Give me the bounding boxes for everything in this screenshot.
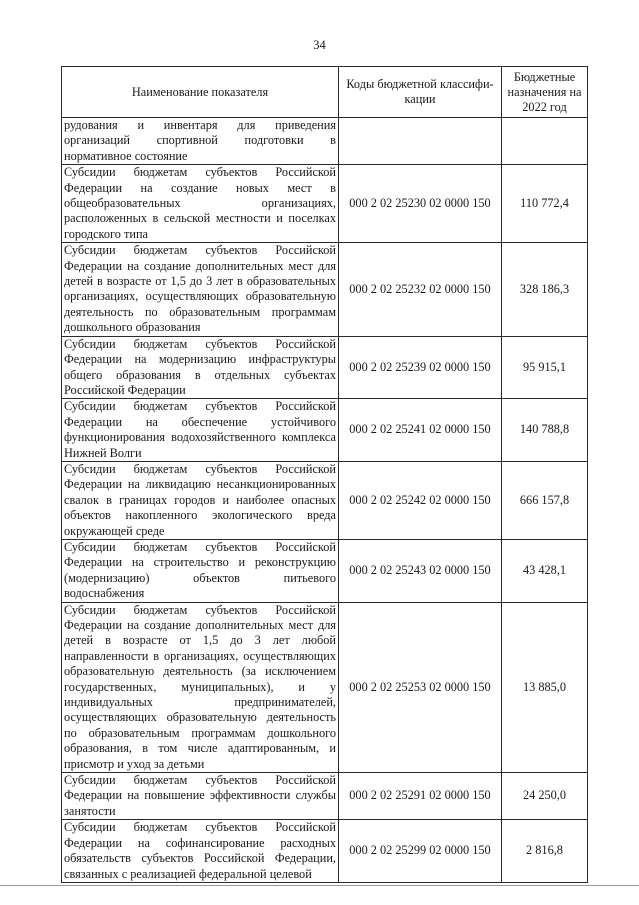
table-row: [62, 399, 588, 462]
table-header-row: [62, 67, 588, 118]
row-code: 000 2 02 25299 02 0000 150: [339, 820, 502, 883]
table-row: [62, 118, 588, 165]
row-code: 000 2 02 25241 02 0000 150: [339, 399, 502, 462]
row-code: 000 2 02 25239 02 0000 150: [339, 336, 502, 399]
row-name: Субсидии бюджетам субъектов Российской Федерации на ликвидацию несанкционированных свалок в границах городов и наиболее опасных объектов накопленного экологического вреда окружающей среде: [62, 461, 339, 539]
table-row: [62, 773, 588, 820]
row-amount: 110 772,4: [502, 165, 588, 243]
row-name: Субсидии бюджетам субъектов Российской Федерации на создание новых мест в общеобразовательных организациях, расположенных в сельской местности и поселках городского типа: [62, 165, 339, 243]
row-amount: 13 885,0: [502, 602, 588, 772]
row-name: Субсидии бюджетам субъектов Российской Федерации на софинансирование расходных обязательств субъектов Российской Федерации, связанных с реализацией федеральной целевой: [62, 820, 339, 883]
table-row: [62, 461, 588, 539]
table-row: [62, 336, 588, 399]
header-budget-amount: Бюджетные назначения на 2022 год: [502, 67, 588, 118]
row-amount: 666 157,8: [502, 461, 588, 539]
table-row: [62, 165, 588, 243]
row-code: 000 2 02 25232 02 0000 150: [339, 243, 502, 336]
table-row: [62, 539, 588, 602]
budget-table: [61, 66, 588, 883]
row-code: 000 2 02 25242 02 0000 150: [339, 461, 502, 539]
table-row: [62, 243, 588, 336]
row-code: 000 2 02 25243 02 0000 150: [339, 539, 502, 602]
row-name: Субсидии бюджетам субъектов Российской Федерации на повышение эффективности службы занятости: [62, 773, 339, 820]
header-indicator-name: Наименование показателя: [62, 67, 339, 118]
header-budget-code: Коды бюджетной классифи-кации: [339, 67, 502, 118]
table-row: [62, 602, 588, 772]
table-row: [62, 820, 588, 883]
row-code: [339, 118, 502, 165]
row-code: 000 2 02 25230 02 0000 150: [339, 165, 502, 243]
row-amount: 2 816,8: [502, 820, 588, 883]
row-amount: [502, 118, 588, 165]
row-name: Субсидии бюджетам субъектов Российской Федерации на обеспечение устойчивого функционирования водохозяйственного комплекса Нижней Волги: [62, 399, 339, 462]
row-code: 000 2 02 25291 02 0000 150: [339, 773, 502, 820]
page-number: 34: [313, 38, 326, 52]
row-name: Субсидии бюджетам субъектов Российской Федерации на создание дополнительных мест для детей в возрасте от 1,5 до 3 лет любой направленности в организациях, осуществляющих образовательную деятельность (за исключением государственных, муниципальных), и у индивидуальных предпринимателей, осуществляющих образовательную деятельность по образовательным программам дошкольного образования, в том числе адаптированным, и присмотр и уход за детьми: [62, 602, 339, 772]
row-amount: 328 186,3: [502, 243, 588, 336]
row-name: Субсидии бюджетам субъектов Российской Федерации на модернизацию инфраструктуры общего образования в отдельных субъектах Российской Федерации: [62, 336, 339, 399]
row-amount: 95 915,1: [502, 336, 588, 399]
row-code: 000 2 02 25253 02 0000 150: [339, 602, 502, 772]
row-amount: 43 428,1: [502, 539, 588, 602]
page-bottom-rule: [0, 885, 639, 886]
row-amount: 140 788,8: [502, 399, 588, 462]
row-amount: 24 250,0: [502, 773, 588, 820]
row-name: рудования и инвентаря для приведения организаций спортивной подготовки в нормативное состояние: [62, 118, 339, 165]
row-name: Субсидии бюджетам субъектов Российской Федерации на строительство и реконструкцию (модернизацию) объектов питьевого водоснабжения: [62, 539, 339, 602]
row-name: Субсидии бюджетам субъектов Российской Федерации на создание дополнительных мест для детей в возрасте от 1,5 до 3 лет в образовательных организациях, осуществляющих образовательную деятельность по образовательным программам дошкольного образования: [62, 243, 339, 336]
